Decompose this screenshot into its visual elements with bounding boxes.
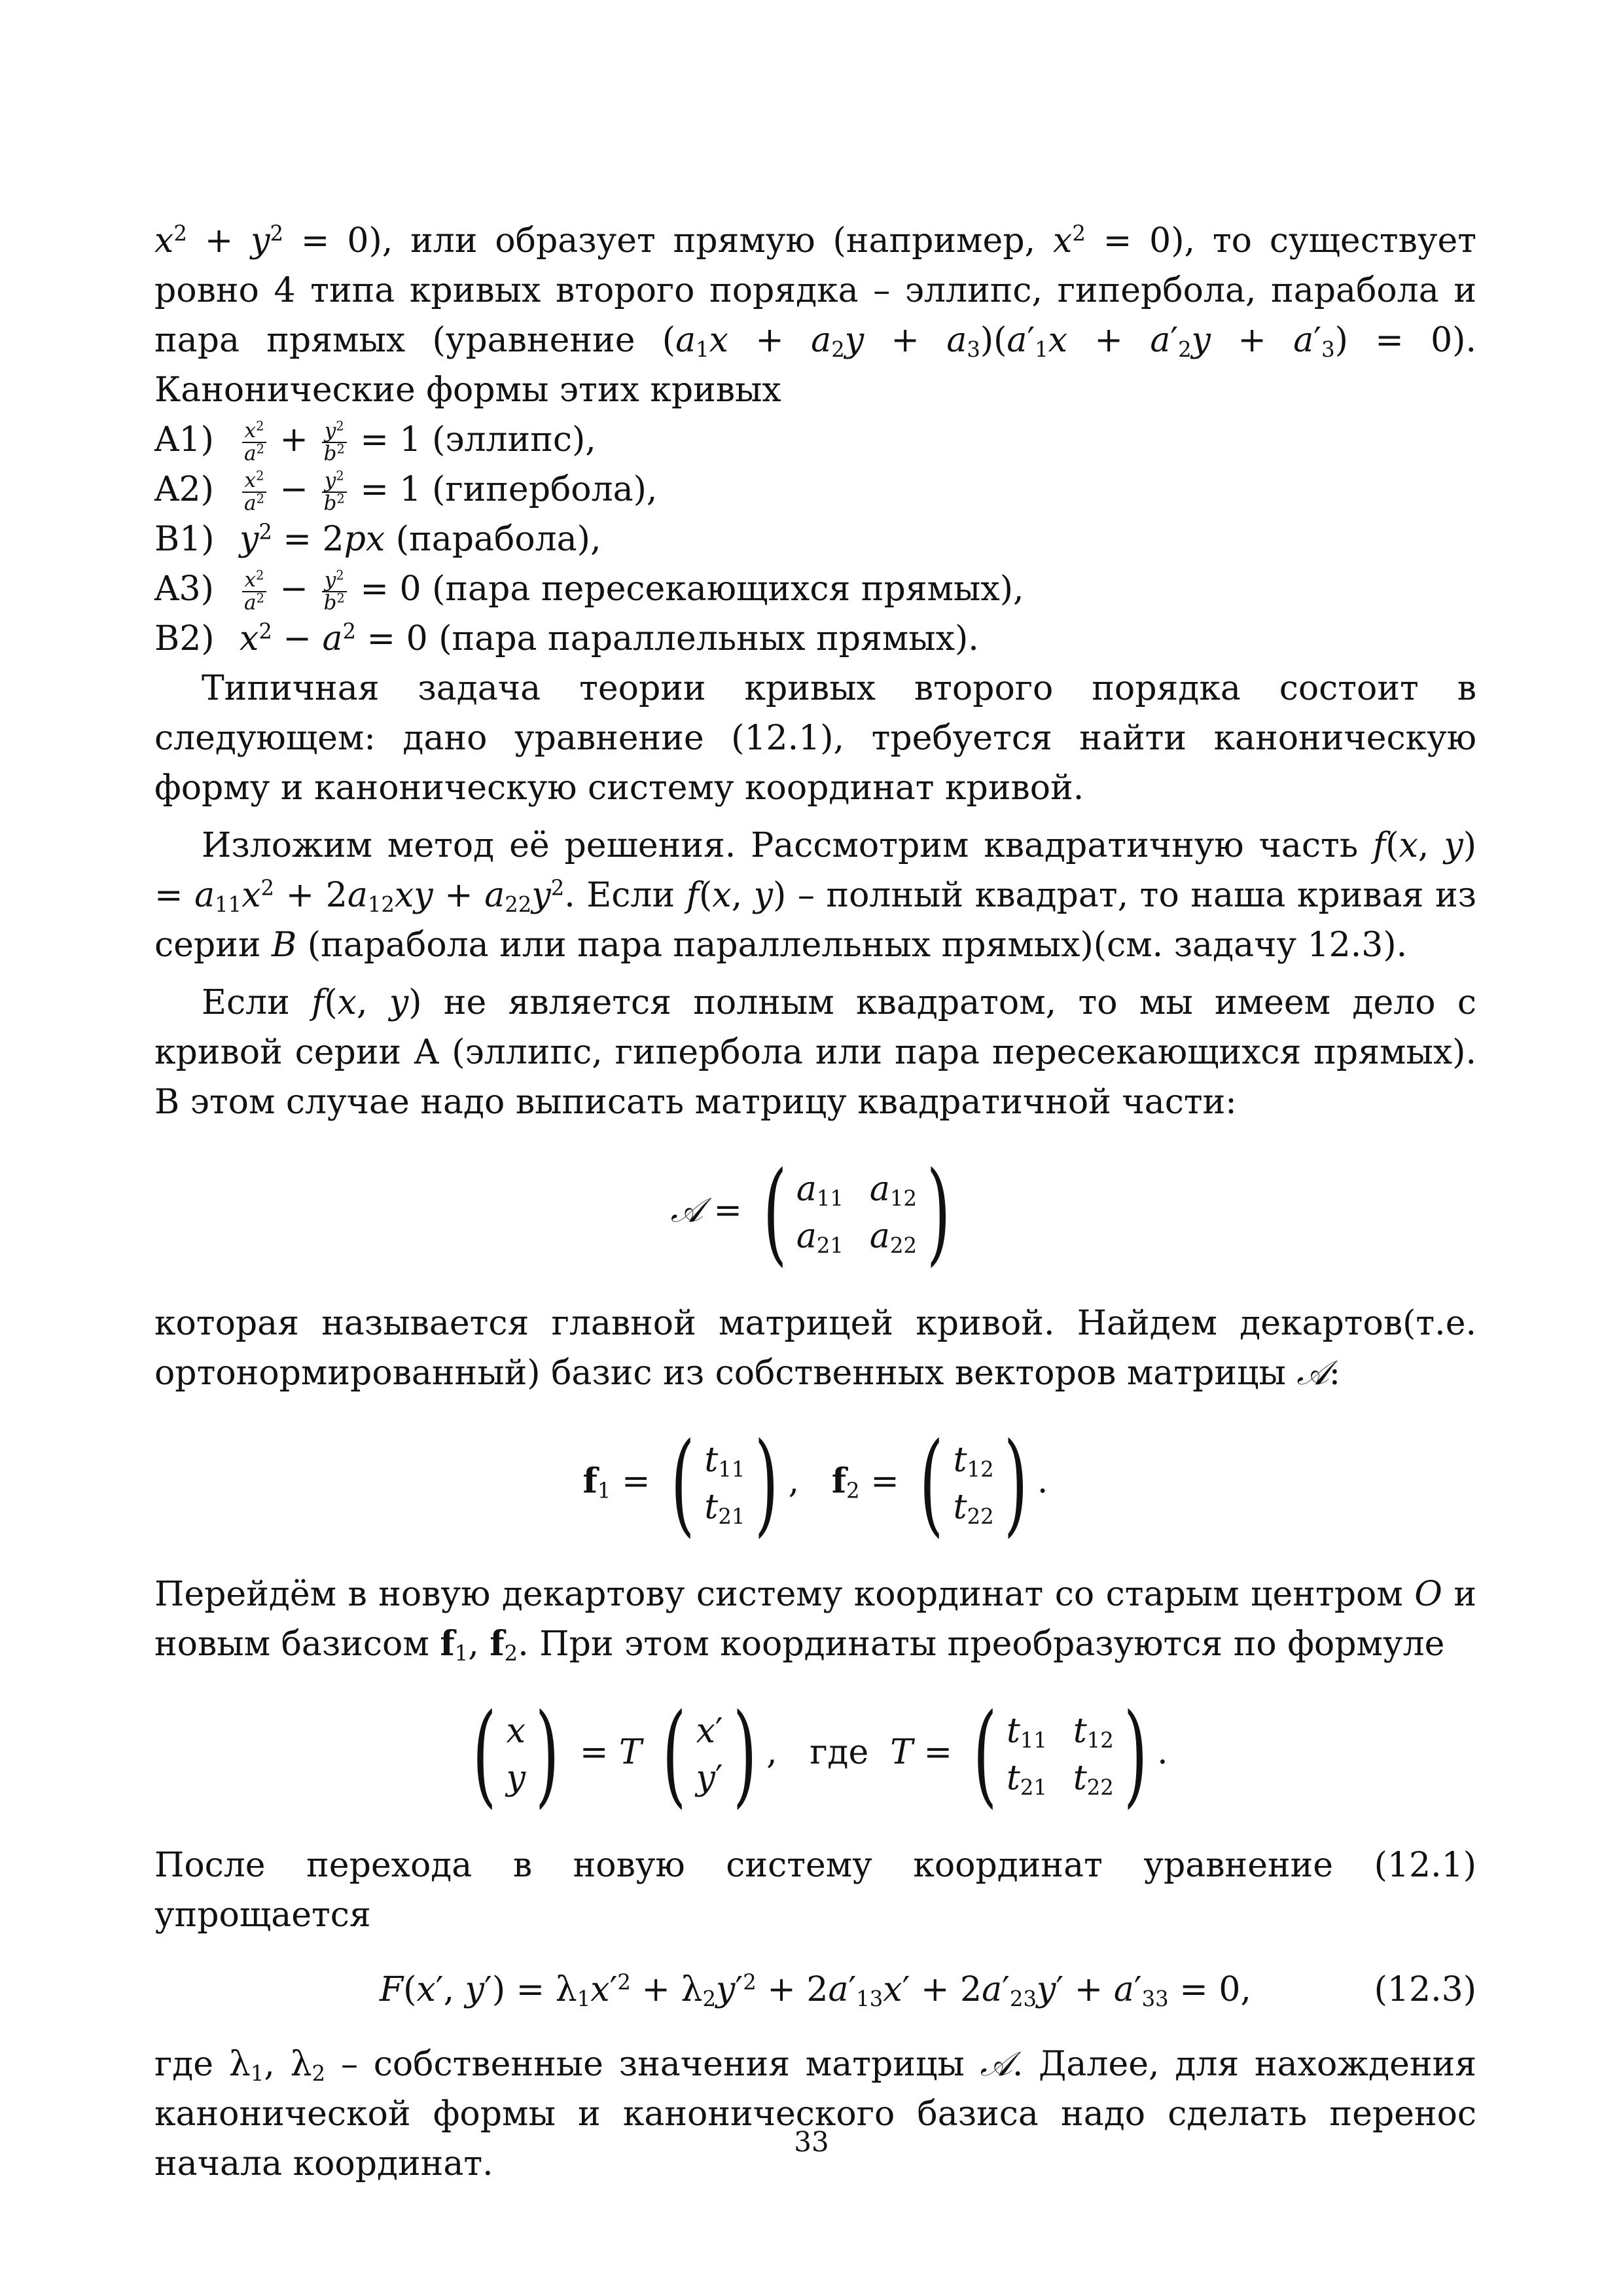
simplification-paragraph: После перехода в новую систему координат уравнение (12.1) упрощается [154, 1846, 1476, 1935]
page-body [154, 216, 1476, 2189]
canonical-form-a3: A3) $\frac{x^2}{a^2}$ − $\frac{y^2}{b^2}$ = 0 (пара пересекающихся прямых), [154, 567, 1024, 615]
equation-number: (12.3) [1374, 1970, 1476, 2009]
coordinate-transform-equation: ( x y ) = T ( x′ y′ ) , где T = ( $t_{11}$ $t_{12}$ $t_{21}$ $t_{22}$ ) . [473, 1690, 1168, 1820]
transfer-paragraph: Перейдём в новую декартову систему координат со старым центром O и новым базисом $f_1$, $f_2$. При этом координаты преобразуются по формуле [154, 1575, 1477, 1666]
canonical-forms-list [154, 415, 1476, 664]
final-paragraph: где $\lambda_1$, $\lambda_2$ – собственные значения матрицы 𝒜. Далее, для нахождения канонической формы и канонического базиса надо сделать перенос начала координат. [154, 2045, 1477, 2183]
canonical-form-b1: B1) $y^2 = 2px$ (парабола), [154, 519, 601, 559]
eigenvectors-equation: $f_1$ = ( $t_{11}$ $t_{21}$ ) , $f_2$ = ( $t_{12}$ $t_{22}$ ) . [582, 1419, 1048, 1549]
canonical-form-a1: A1) $\frac{x^2}{a^2}$ + $\frac{y^2}{b^2}$ = 1 (эллипс), [154, 418, 596, 465]
canonical-form-a2: A2) $\frac{x^2}{a^2}$ − $\frac{y^2}{b^2}$ = 1 (гипербола), [154, 468, 658, 515]
method-paragraph: Изложим метод её решения. Рассмотрим квадратичную часть f(x, $y) = a_{11}x^2 + 2a_{12}xy + a_{22}y^2$. Если f(x, y) – полный квадрат, то наша кривая из серии B (парабола или пара параллельных прямых)(см. задачу 12.3). [154, 826, 1477, 965]
intro-paragraph: $x^2 + y^2 = 0$), или образует прямую (например, $x^2 = 0$), то существует ровно 4 типа кривых второго порядка – эллипс, гипербола, парабола и пара прямых (уравнение $(a_1x + a_2y + a_3)(a'_1x + a'_2y + a'_3) = 0$). Канонические формы этих кривых [154, 221, 1477, 410]
page-number: 33 [794, 2126, 829, 2158]
canonical-form-b2: B2) $x^2 - a^2 = 0$ (пара параллельных прямых). [154, 619, 979, 658]
typical-problem-paragraph: Типичная задача теории кривых второго порядка состоит в следующем: дано уравнение (12.1), требуется найти каноническую форму и каноническую систему координат кривой. [154, 669, 1476, 808]
equation-12-3: F(x′, $y') = \lambda_1x'^2 + \lambda_2y'^2 + 2a'_{13}x' + 2a'_{23}y' + a'_{33} = 0$, (12.3) [380, 1969, 1476, 2012]
quadratic-part-paragraph: Если f(x, y) не является полным квадратом, то мы имеем дело с кривой серии А (эллипс, гипербола или пара пересекающихся прямых). В этом случае надо выписать матрицу квадратичной части: [154, 983, 1476, 1122]
main-matrix-equation: 𝒜 = ( $a_{11}$ $a_{12}$ $a_{21}$ $a_{22}$ ) [670, 1148, 951, 1278]
main-matrix-paragraph: которая называется главной матрицей кривой. Найдем декартов(т.е. ортонормированный) базис из собственных векторов матрицы 𝒜: [154, 1304, 1476, 1393]
